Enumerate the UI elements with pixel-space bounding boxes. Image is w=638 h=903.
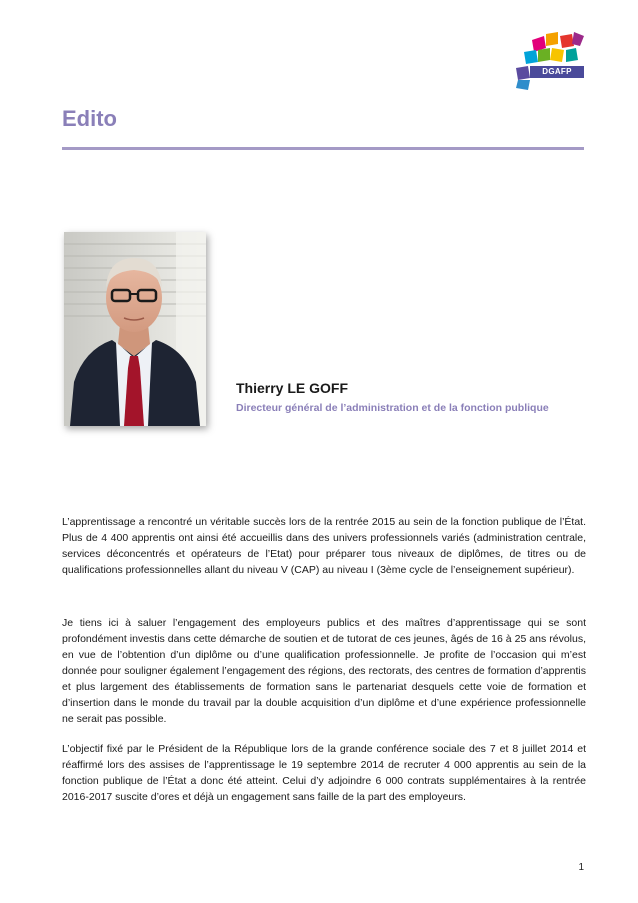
body-paragraph: L’objectif fixé par le Président de la République lors de la grande conférence sociale des 7 et 8 juillet 2014 et réaffirmé lors des assises de l’apprentissage le 19 septembre 2014 de recruter 4 000 apprentis au sein de la fonction publique de l’État a donc été atteint. Celui d’y adjoindre 6 000 contrats supplémentaires à la rentrée 2016-2017 suscite d’ores et déjà un engagement sans faille de la part des employeurs. <box>62 743 586 803</box>
author-portrait <box>64 232 206 426</box>
title-divider <box>62 147 584 150</box>
author-name: Thierry LE GOFF <box>236 380 349 396</box>
author-role: Directeur général de l’administration et de la fonction publique <box>236 402 549 414</box>
dgafp-logo <box>508 30 588 92</box>
logo-mosaic-icon <box>508 30 588 92</box>
logo-text: DGAFP <box>530 66 584 78</box>
body-paragraph: Je tiens ici à saluer l’engagement des employeurs publics et des maîtres d’apprentissage qui se sont profondément investis dans cette démarche de soutien et de tutorat de ces jeunes, âgés de 16 à 25 ans révolus, en vue de l’obtention d’un diplôme ou d’une qualification professionnelle. Je profite de l’occasion qui m’est donnée pour souligner également l’engagement des régions, des rectorats, des centres de formation d’apprentis et plus largement des établissements de formation sans le partenariat desquels cette voie de formation et d’insertion dans le monde du travail par la double acquisition d’un diplôme et d’une expérience professionnelle ne serait pas possible. <box>62 617 586 725</box>
page-title: Edito <box>62 106 117 131</box>
body-paragraph: L’apprentissage a rencontré un véritable succès lors de la rentrée 2015 au sein de la fonction publique de l’État. Plus de 4 400 apprentis ont ainsi été accueillis dans des univers professionnels variés (administration centrale, services déconcentrés et opérateurs de l’Etat) pour préparer tous niveaux de diplômes, de titres ou de qualifications professionnelles allant du niveau V (CAP) au niveau I (3ème cycle de l’enseignement supérieur). <box>62 516 586 576</box>
portrait-image <box>64 232 206 426</box>
page-number: 1 <box>578 862 584 873</box>
